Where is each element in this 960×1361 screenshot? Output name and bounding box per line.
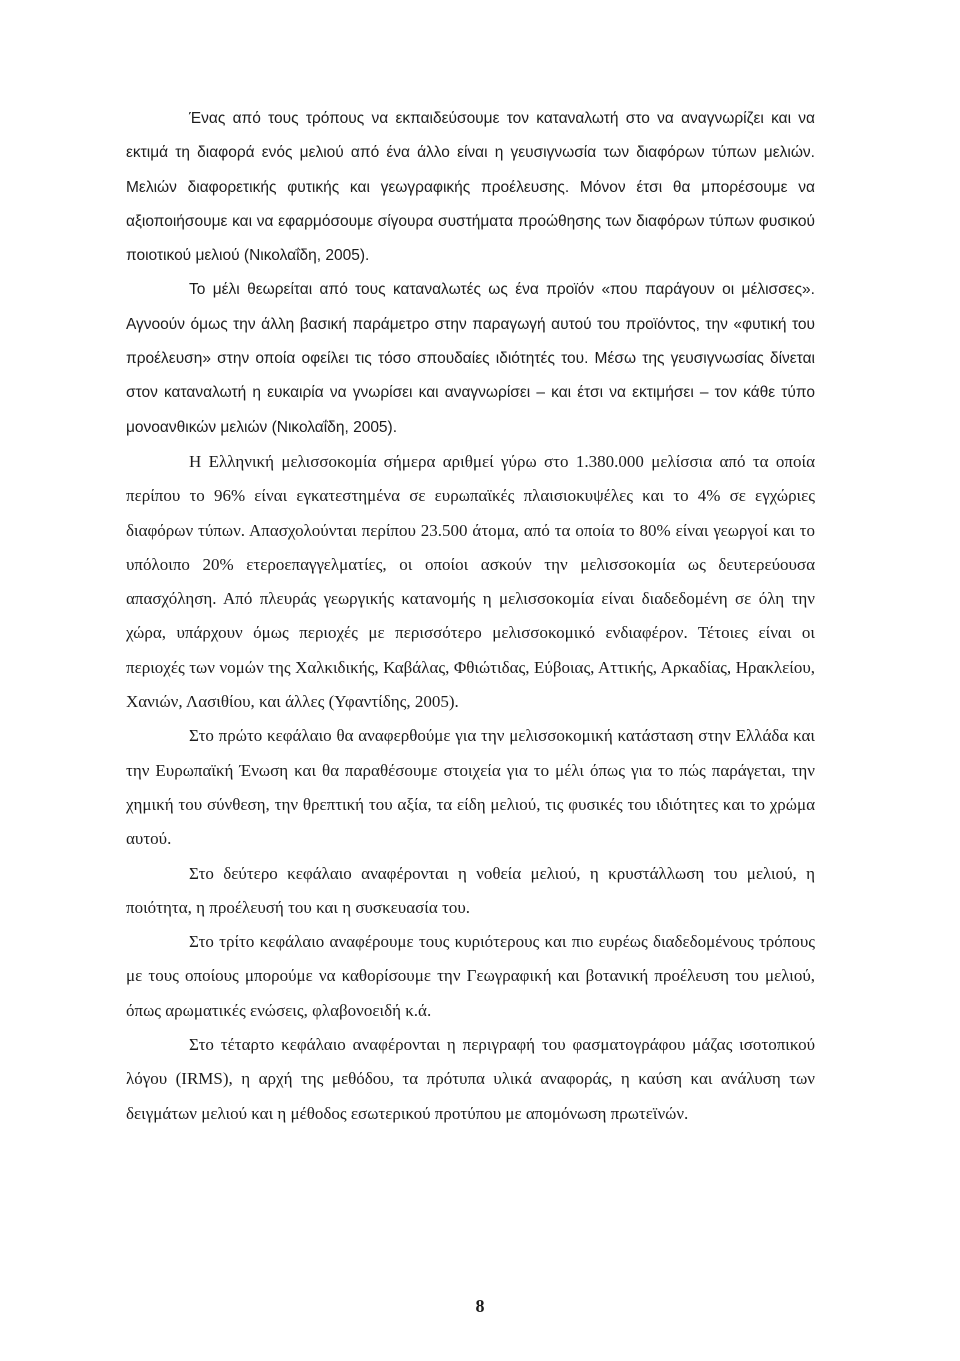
page-number: 8 [475,1296,485,1316]
paragraph-chapter-two: Στο δεύτερο κεφάλαιο αναφέρονται η νοθεία μελιού, η κρυστάλλωση του μελιού, η ποιότητα, η προέλευσή του και η συσκευασία του. [126,863,815,917]
paragraph-greek-beekeeping: Η Ελληνική μελισσοκομία σήμερα αριθμεί γύρω στο 1.380.000 μελίσσια από τα οποία περίπου το 96% είναι εγκατεστημένα σε ευρωπαϊκές πλαισιοκυψέλες και το 4% σε εγχώριες διαφόρων τύπων. Απασχολούνται περίπου 23.500 άτομα, από τα οποία το 80% είναι γεωργοί και το υπόλοιπο 20% ετεροεπαγγελματίες, οι οποίοι ασκούν την μελισσοκομία ως δευτερεύουσα απασχόληση. Από πλευράς γεωργικής κατανομής η μελισσοκομία είναι διαδεδομένη σε όλη την χώρα, υπάρχουν όμως περιοχές με περισσότερο μελισσοκομικό ενδιαφέρον. Τέτοιες είναι οι περιοχές των νομών της Χαλκιδικής, Καβάλας, Φθιώτιδας, Εύβοιας, Αττικής, Αρκαδίας, Ηρακλείου, Χανιών, Λασιθίου, και άλλες (Υφαντίδης, 2005). [126,451,815,712]
paragraph-tasting: Ένας από τους τρόπους να εκπαιδεύσουμε τον καταναλωτή στο να αναγνωρίζει και να εκτιμά τη διαφορά ενός μελιού από ένα άλλο είναι η γευσιγνωσία των διαφόρων τύπων μελιών. Μελιών διαφορετικής φυτικής και γεωγραφικής προέλευσης. Μόνον έτσι θα μπορέσουμε να αξιοποιήσουμε και να εφαρμόσουμε σίγουρα συστήματα προώθησης των διαφόρων τύπων φυσικού ποιοτικού μελιού (Νικολαΐδη, 2005). [126,110,815,265]
paragraph-chapter-three: Στο τρίτο κεφάλαιο αναφέρουμε τους κυριότερους και πιο ευρέως διαδεδομένους τρόπους με τους οποίους μπορούμε να καθορίσουμε την Γεωγραφική και βοτανική προέλευση του μελιού, όπως αρωματικές ενώσεις, φλαβονοειδή κ.ά. [126,932,815,1020]
document-body [126,102,815,1131]
paragraph-chapter-four: Στο τέταρτο κεφάλαιο αναφέρονται η περιγραφή του φασματογράφου μάζας ισοτοπικού λόγου (IRMS), η αρχή της μεθόδου, τα πρότυπα υλικά αναφοράς, η καύση και ανάλυση των δειγμάτων μελιού και η μέθοδος εσωτερικού προτύπου με απομόνωση πρωτεϊνών. [126,1035,815,1123]
paragraph-honey-perception: Το μέλι θεωρείται από τους καταναλωτές ως ένα προϊόν «που παράγουν οι μέλισσες». Αγνοούν όμως την άλλη βασική παράμετρο στην παραγωγή αυτού του προϊόντος, την «φυτική του προέλευση» στην οποία οφείλει τις τόσο σπουδαίες ιδιότητές του. Μέσω της γευσιγνωσίας δίνεται στον καταναλωτή η ευκαιρία να γνωρίσει και αναγνωρίσει – και έτσι να εκτιμήσει – τον κάθε τύπο μονοανθικών μελιών (Νικολαΐδη, 2005). [126,281,815,436]
paragraph-chapter-one: Στο πρώτο κεφάλαιο θα αναφερθούμε για την μελισσοκομική κατάσταση στην Ελλάδα και την Ευρωπαϊκή Ένωση και θα παραθέσουμε στοιχεία για το μέλι όπως για το πώς παράγεται, την χημική του σύνθεση, την θρεπτική του αξία, τα είδη μελιού, τις φυσικές του ιδιότητες και το χρώμα αυτού. [126,726,815,849]
